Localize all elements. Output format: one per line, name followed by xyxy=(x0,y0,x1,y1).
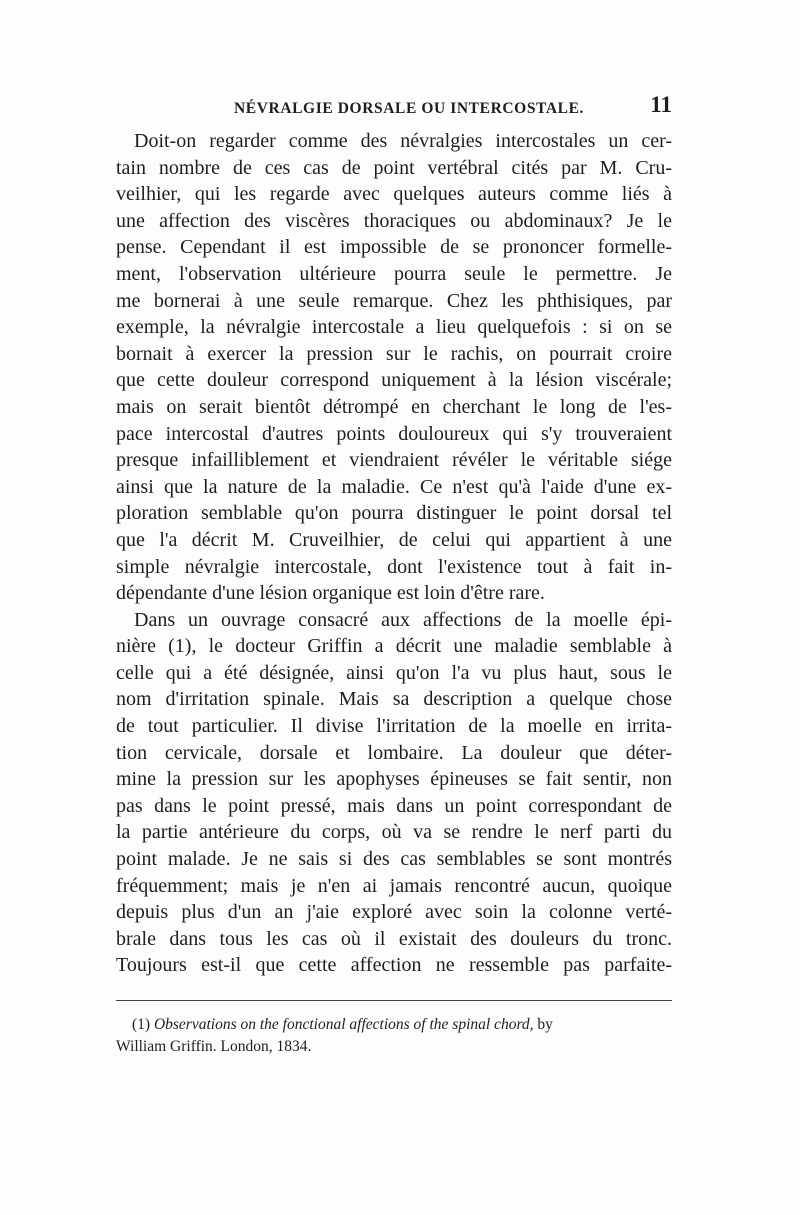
body-line: la partie antérieure du corps, où va se rendre le nerf parti du xyxy=(116,821,672,844)
body-line: ploration semblable qu'on pourra distinguer le point dorsal tel xyxy=(116,502,672,525)
body-line: pas dans le point pressé, mais dans un point correspondant de xyxy=(116,794,672,817)
footnote-line-1 xyxy=(116,1014,672,1036)
body-line: me bornerai à une seule remarque. Chez les phthisiques, par xyxy=(116,289,672,312)
body-line: tain nombre de ces cas de point vertébral cités par M. Cru- xyxy=(116,156,672,179)
body-line: veilhier, qui les regarde avec quelques auteurs comme liés à xyxy=(116,183,672,206)
page-number: 11 xyxy=(650,92,672,117)
footnote-byline: by xyxy=(537,1016,553,1033)
body-line: de tout particulier. Il divise l'irritation de la moelle en irrita- xyxy=(116,715,672,738)
body-text xyxy=(116,128,672,979)
body-line: Dans un ouvrage consacré aux affections de la moelle épi- xyxy=(134,608,672,631)
body-line: exemple, la névralgie intercostale a lieu quelquefois : si on se xyxy=(116,316,672,339)
body-line: que l'a décrit M. Cruveilhier, de celui qui appartient à une xyxy=(116,528,672,551)
body-line: que cette douleur correspond uniquement à la lésion viscérale; xyxy=(116,369,672,392)
footnote-divider xyxy=(116,1000,672,1001)
body-line: Toujours est-il que cette affection ne ressemble pas parfaite- xyxy=(116,954,672,977)
body-line: pense. Cependant il est impossible de se prononcer formelle- xyxy=(116,236,672,259)
page-header xyxy=(116,92,672,124)
body-line: simple névralgie intercostale, dont l'existence tout à fait in- xyxy=(116,555,672,578)
body-line: nière (1), le docteur Griffin a décrit une maladie semblable à xyxy=(116,635,672,658)
body-line: point malade. Je ne sais si des cas semblables se sont montrés xyxy=(116,848,672,871)
body-line: une affection des viscères thoraciques ou abdominaux? Je le xyxy=(116,209,672,232)
footnote xyxy=(116,1014,672,1058)
body-line: nom d'irritation spinale. Mais sa description a quelque chose xyxy=(116,688,672,711)
body-line: bornait à exercer la pression sur le rachis, on pourrait croire xyxy=(116,342,672,365)
body-line: ment, l'observation ultérieure pourra seule le permettre. Je xyxy=(116,262,672,285)
footnote-marker: (1) xyxy=(132,1016,151,1033)
body-line: mais on serait bientôt détrompé en cherchant le long de l'es- xyxy=(116,395,672,418)
footnote-title: Observations on the fonctional affections of the spinal chord, xyxy=(153,1016,534,1033)
body-line: Doit-on regarder comme des névralgies intercostales un cer- xyxy=(134,130,672,152)
body-line: tion cervicale, dorsale et lombaire. La douleur que déter- xyxy=(116,741,672,764)
footnote-line-2: William Griffin. London, 1834. xyxy=(116,1038,312,1055)
body-line: pace intercostal d'autres points douloureux qui s'y trouveraient xyxy=(116,422,672,445)
body-line: dépendante d'une lésion organique est loin d'être rare. xyxy=(116,582,545,605)
body-line: ainsi que la nature de la maladie. Ce n'est qu'à l'aide d'une ex- xyxy=(116,475,672,498)
body-line: mine la pression sur les apophyses épineuses se fait sentir, non xyxy=(116,768,672,791)
body-line: fréquemment; mais je n'en ai jamais rencontré aucun, quoique xyxy=(116,874,672,897)
body-line: brale dans tous les cas où il existait des douleurs du tronc. xyxy=(116,927,672,950)
body-line: celle qui a été désignée, ainsi qu'on l'a vu plus haut, sous le xyxy=(116,661,672,684)
body-line: presque infailliblement et viendraient révéler le véritable siége xyxy=(116,449,672,472)
running-head: NÉVRALGIE DORSALE OU INTERCOSTALE. xyxy=(234,100,584,117)
body-line: depuis plus d'un an j'aie exploré avec soin la colonne verté- xyxy=(116,901,672,924)
